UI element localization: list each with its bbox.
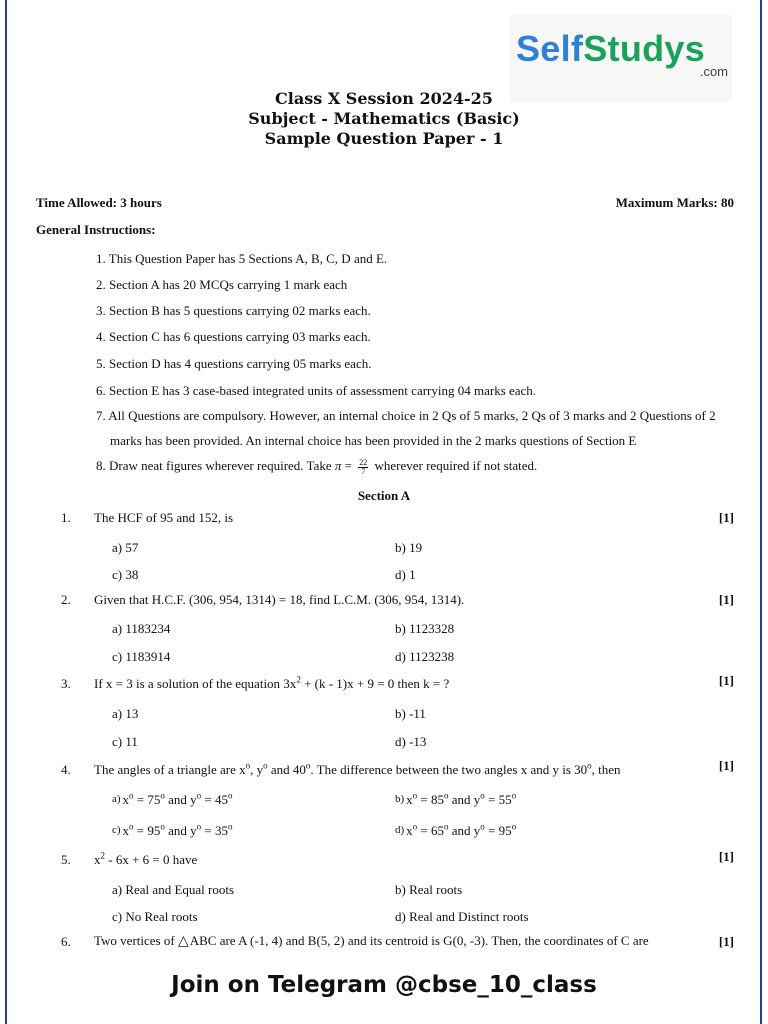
instruction-item: 7. All Questions are compulsory. However, an internal choice in 2 Qs of 5 marks, 2 Qs of 3 marks and 2 Questions of 2 marks has been provided. An internal choice has been provided in the 2 marks questions of Section E: [96, 408, 716, 448]
option-a: a) 57: [112, 540, 139, 555]
option-a: a) 1183234: [112, 621, 171, 636]
option-b: b) Real roots: [395, 882, 463, 897]
triangle-icon: △: [177, 933, 189, 949]
option-b: b) -11: [395, 706, 426, 721]
logo-wordmark: SelfStudys: [516, 28, 706, 69]
instruction-item: 6. Section E has 3 case-based integrated units of assessment carrying 04 marks each.: [96, 383, 537, 398]
question-number: 5.: [61, 852, 71, 867]
option-c: c) 38: [112, 567, 139, 582]
header-subject: Subject - Mathematics (Basic): [248, 109, 520, 128]
question-text: $x^2 - 6x + 6 = 0$ have: [94, 850, 198, 867]
question-number: 6.: [61, 934, 71, 949]
question-marks: [1]: [718, 510, 734, 525]
question-marks: [1]: [718, 592, 734, 607]
option-b: b) 1123328: [395, 621, 455, 636]
instruction-item: 4. Section C has 6 questions carrying 03 marks each.: [96, 329, 371, 344]
instruction-item: 1. This Question Paper has 5 Sections A, B, C, D and E.: [96, 251, 388, 266]
option-d: d) 1123238: [395, 649, 455, 664]
question-marks: [1]: [718, 849, 734, 864]
question-text: Two vertices of △ABC are A (-1, 4) and B(5, 2) and its centroid is G(0, -3). Then, the coordinates of C are: [94, 933, 649, 949]
question-marks: [1]: [718, 673, 734, 688]
option-a: a) 13: [112, 706, 139, 721]
question-number: 3.: [61, 676, 71, 691]
time-allowed: Time Allowed: 3 hours: [36, 195, 162, 210]
option-b: b) $x^o = 85^o$ and $y^o = 55^o$: [395, 790, 517, 807]
question-number: 4.: [61, 762, 71, 777]
option-d: d) $x^o = 65^o$ and $y^o = 95^o$: [395, 821, 517, 838]
instruction-item: 5. Section D has 4 questions carrying 05 marks each.: [96, 356, 372, 371]
fraction-22-over-7: $\frac{22}{7}$: [359, 457, 368, 476]
question-number: 2.: [61, 592, 71, 607]
instruction-item: 3. Section B has 5 questions carrying 02 marks each.: [96, 303, 371, 318]
option-d: d) Real and Distinct roots: [395, 909, 529, 924]
question-marks: [1]: [718, 934, 734, 949]
question-text: The angles of a triangle are $x^o$, $y^o$ and 40$^o$. The difference between the two angles x and y is 30$^o$, then: [94, 760, 621, 777]
option-d: d) 1: [395, 567, 416, 582]
option-c: c) No Real roots: [112, 909, 198, 924]
question-number: 1.: [61, 510, 71, 525]
header-class: Class X Session 2024-25: [275, 89, 493, 108]
general-instructions-heading: General Instructions:: [36, 222, 156, 237]
option-c: c) 11: [112, 734, 138, 749]
instruction-item: 2. Section A has 20 MCQs carrying 1 mark each: [96, 277, 348, 292]
question-text: Given that H.C.F. (306, 954, 1314) = 18, find L.C.M. (306, 954, 1314).: [94, 592, 465, 607]
header-paper: Sample Question Paper - 1: [264, 129, 504, 148]
question-text: The HCF of 95 and 152, is: [94, 510, 234, 525]
option-b: b) 19: [395, 540, 423, 555]
telegram-banner[interactable]: Join on Telegram @cbse_10_class: [171, 972, 597, 998]
option-d: d) -13: [395, 734, 427, 749]
option-a: a) $x^o = 75^o$ and $y^o = 45^o$: [112, 790, 233, 807]
option-c: c) $x^o = 95^o$ and $y^o = 35^o$: [112, 821, 233, 838]
question-text: If x = 3 is a solution of the equation $3x^2 + (k - 1)x + 9 = 0$ then k = ?: [94, 674, 450, 691]
option-a: a) Real and Equal roots: [112, 882, 235, 897]
maximum-marks: Maximum Marks: 80: [615, 195, 734, 210]
section-a-title: Section A: [357, 488, 411, 503]
option-c: c) 1183914: [112, 649, 171, 664]
question-marks: [1]: [718, 758, 734, 773]
instruction-item-pi: 8. Draw neat figures wherever required. Take π = $\frac{22}{7}$ wherever required if not stated.: [96, 457, 538, 476]
logo-dotcom: .com: [699, 64, 728, 79]
